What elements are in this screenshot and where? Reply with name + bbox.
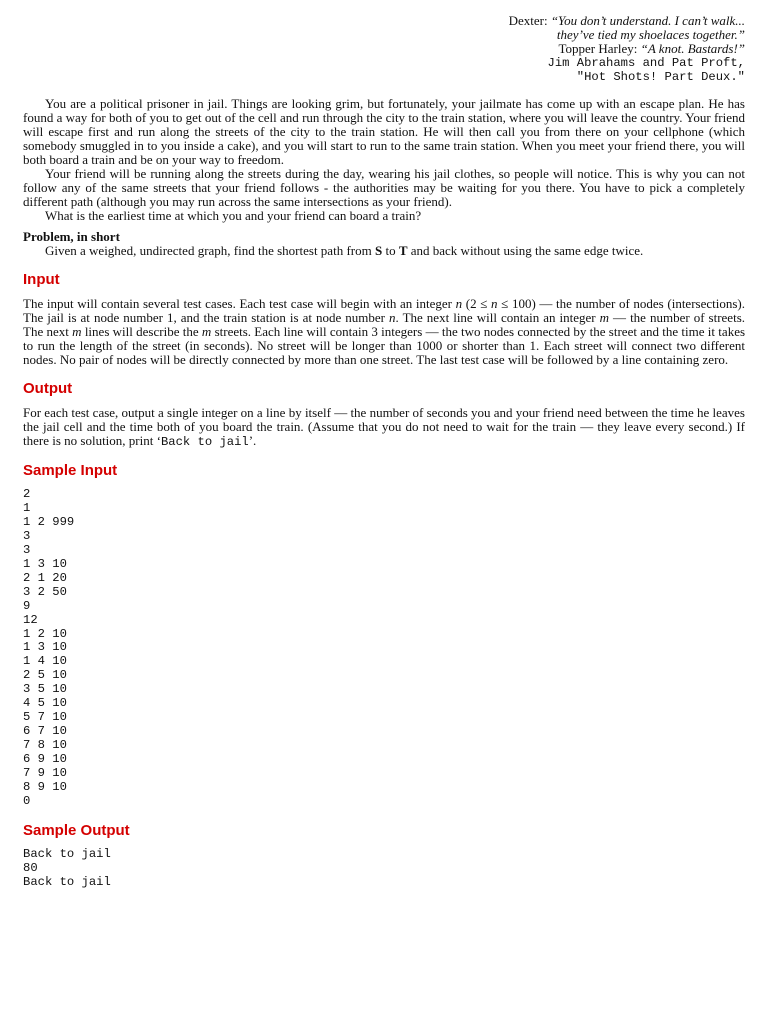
- epigraph-quote-2: “A knot. Bastards!”: [640, 41, 745, 56]
- problem-page: [23, 14, 745, 890]
- short-paragraph: Given a weighed, undirected graph, find the shortest path from S to T and back without using the same edge twice.: [45, 243, 644, 258]
- sample-input-block: 2 1 1 2 999 3 3 1 3 10 2 1 20 3 2 50 9 12 1 2 10 1 3 10 1 4 10 2 5 10 3 5 10 4 5 10 5 7 10 6 7 10 7 8 10 6 9 10 7 9 10 8 9 10 0: [23, 487, 75, 808]
- sample-output-block: Back to jail 80 Back to jail: [23, 846, 111, 889]
- epigraph-quote-1b: they’ve tied my shoelaces together.”: [556, 27, 745, 42]
- epigraph-quote-1a: “You don’t understand. I can’t walk...: [550, 13, 745, 28]
- source-node: S: [374, 243, 383, 258]
- input-heading: Input: [23, 271, 60, 288]
- sample-output-heading: Sample Output: [23, 821, 130, 839]
- intro-paragraph-2: Your friend will be running along the streets during the day, wearing his jail clothes, so people will notice. This is why you can not follow any of the same streets that your friend follows - the authorities may be waiting for you there. You have to pick a completely different path (although you may run across the same intersections as your friend).: [23, 166, 745, 209]
- epigraph-authors: Jim Abrahams and Pat Proft,: [547, 56, 745, 70]
- no-solution-literal: Back to jail: [160, 435, 249, 449]
- output-heading: Output: [23, 380, 73, 397]
- input-paragraph: The input will contain several test cases. Each test case will begin with an integer n (2 ≤ n ≤ 100) — the number of nodes (intersections). The jail is at node number 1, and the train station is at node number n. The next line will contain an integer m — the number of streets. The next m lines will describe the m streets. Each line will contain 3 integers — the two nodes connected by the street and the time it takes to run the length of the street (in seconds). No street will be longer than 1000 or shorter than 1. Each street will connect two different nodes. No pair of nodes will be directly connected by more than one street. The last test case will be followed by a line containing zero.: [23, 296, 746, 367]
- intro-paragraph-3: What is the earliest time at which you and your friend can board a train?: [45, 208, 422, 223]
- epigraph-speaker-1: Dexter:: [508, 13, 548, 28]
- short-heading: Problem, in short: [23, 229, 120, 244]
- epigraph-speaker-2: Topper Harley:: [558, 41, 638, 56]
- sample-input-heading: Sample Input: [23, 462, 118, 479]
- epigraph: [23, 14, 745, 84]
- intro-paragraph-1: You are a political prisoner in jail. Things are looking grim, but fortunately, your jailmate has come up with an escape plan. He has found a way for both of you to get out of the cell and run through the city to the train station, where you will leave the country. Your friend will escape first and run along the streets of the city to the train station. He will then call you from there on your cellphone (which somebody smuggled in to you inside a cake), and you will start to run to the same train station. When you meet your friend there, you will both board a train and be on your way to freedom.: [23, 96, 745, 167]
- target-node: T: [398, 243, 408, 258]
- output-paragraph: For each test case, output a single integer on a line by itself — the number of seconds you and your friend need between the time he leaves the jail cell and the time both of you board the train. (Assume that you do not need to wait for the train — they leave every second.) If there is no solution, print ‘Back to jail’.: [23, 405, 745, 449]
- epigraph-film: "Hot Shots! Part Deux.": [576, 70, 745, 84]
